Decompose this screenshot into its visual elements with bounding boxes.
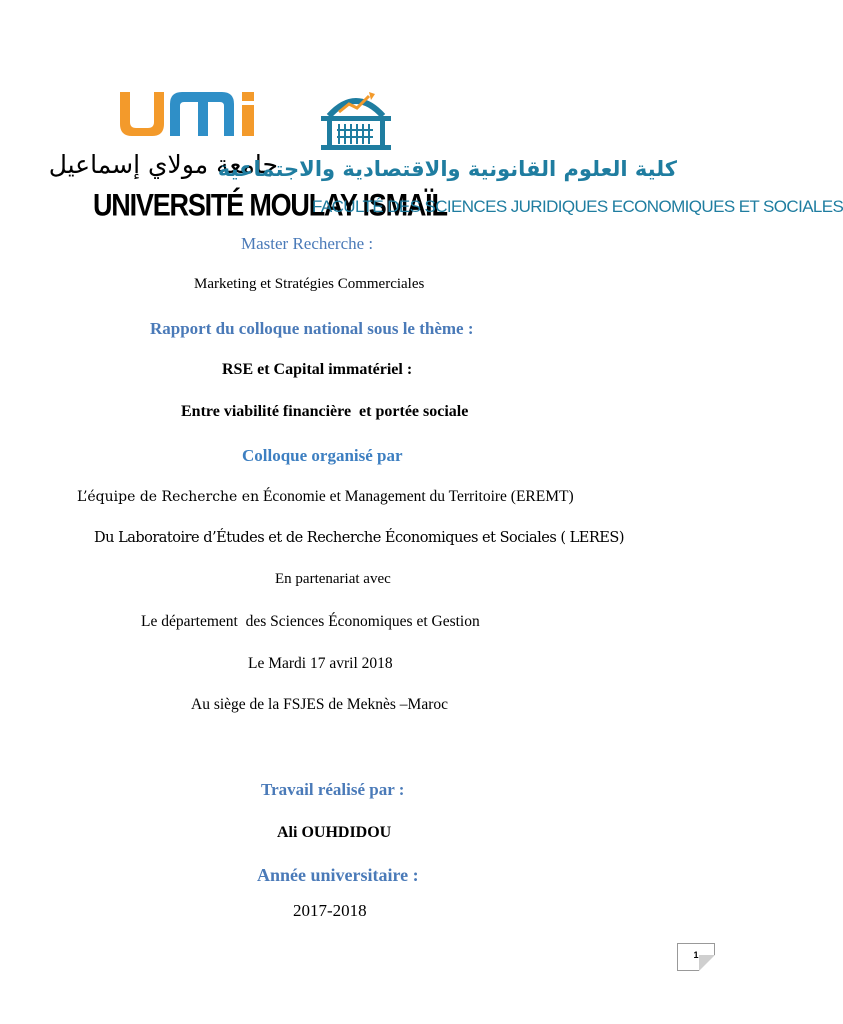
- umi-arabic-name: جامعة مولاي إسماعيل: [48, 150, 278, 179]
- theme-line-1: RSE et Capital immatériel :: [222, 361, 413, 378]
- program-heading: Master Recherche :: [241, 234, 374, 253]
- venue: Au siège de la FSJES de Meknès –Maroc: [191, 696, 448, 713]
- fsjes-emblem: [317, 82, 395, 154]
- year-heading: Année universitaire :: [257, 865, 419, 885]
- fsjes-latin-name: FACULTÉ DES SCIENCES JURIDIQUES ECONOMIQUES ET SOCIALES: [312, 197, 843, 216]
- umi-logo: [118, 88, 258, 138]
- date: Le Mardi 17 avril 2018: [248, 655, 393, 672]
- page-fold-icon: [699, 955, 715, 971]
- fsjes-arabic-name: كلية العلوم القانونية والاقتصادية والاجتماعية: [217, 157, 677, 181]
- partnership: En partenariat avec: [275, 571, 391, 587]
- organizer-team-prefix: L’équipe de Recherche en: [77, 489, 260, 505]
- report-heading: Rapport du colloque national sous le thème :: [150, 319, 474, 338]
- theme-line-2: Entre viabilité financière et portée sociale: [181, 403, 469, 420]
- laboratory: Du Laboratoire d’Études et de Recherche Économiques et Sociales ( LERES): [94, 530, 624, 546]
- organizer-team-rest: Économie et Management du Territoire (EREMT): [262, 488, 574, 505]
- program-name: Marketing et Stratégies Commerciales: [194, 276, 425, 292]
- organizer-team: [77, 488, 574, 506]
- academic-year: 2017-2018: [293, 901, 367, 920]
- department: Le département des Sciences Économiques et Gestion: [141, 613, 480, 630]
- umi-latin-name: UNIVERSITÉ MOULAY ISMAÏL: [93, 188, 447, 223]
- page-number-box: [677, 943, 715, 971]
- author-name: Ali OUHDIDOU: [277, 824, 392, 841]
- page-number: 1: [693, 950, 699, 960]
- author-heading: Travail réalisé par :: [261, 780, 405, 799]
- organizer-heading: Colloque organisé par: [242, 446, 403, 465]
